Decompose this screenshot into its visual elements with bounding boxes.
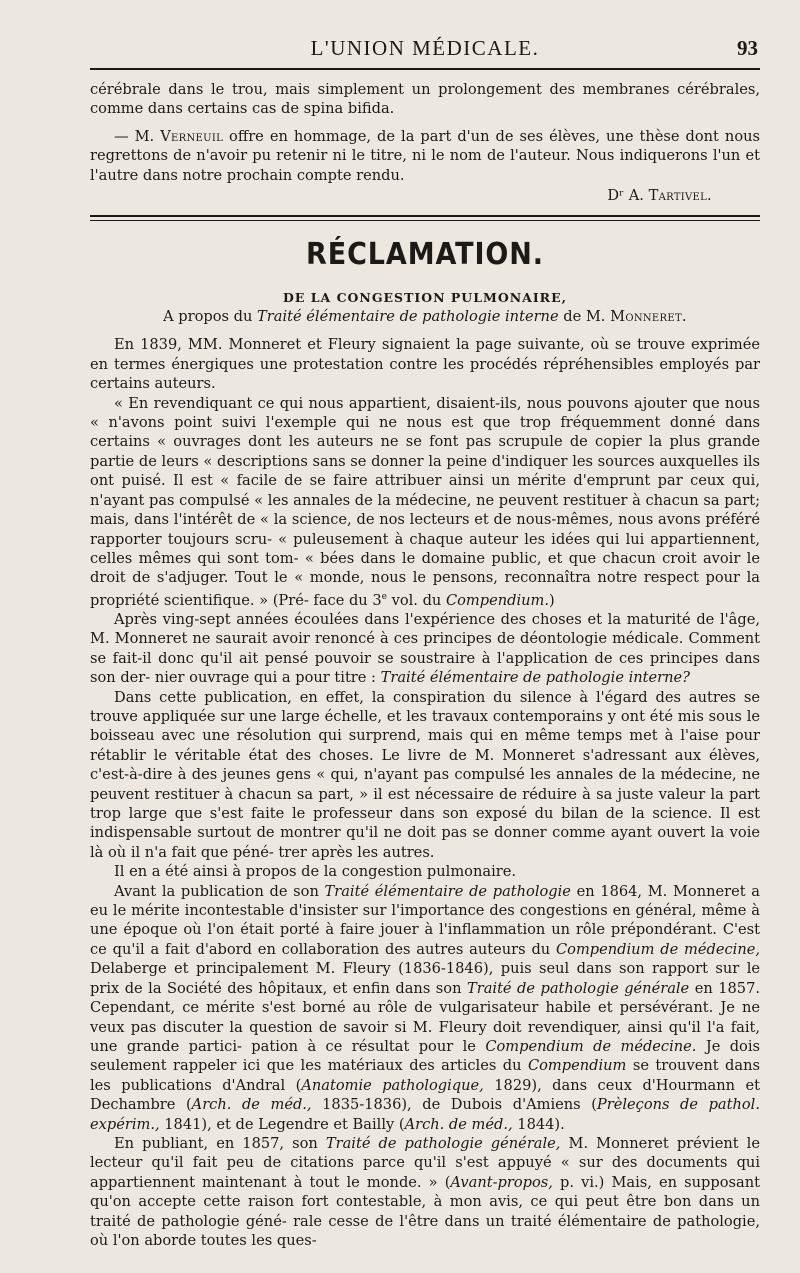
- verneuil-text: offre en hommage, de la part d'un de ses élèves, une thèse dont nous regrettons de n'avoir pu retenir ni le titre, ni le nom de l'auteur. Nous indiquerons l'un et l'autre dans notre prochain compte rendu.: [90, 127, 760, 184]
- apropos-mid: de M.: [558, 308, 611, 326]
- paragraph-quote: [90, 394, 760, 610]
- dash-prefix: — M.: [114, 127, 161, 145]
- paragraph-1857: [90, 1134, 760, 1250]
- p6-j: 1844).: [512, 1115, 565, 1133]
- p6-f: se trouvent dans les publications d'Andral (: [90, 1057, 760, 1094]
- p6-i: 1841), et de Legendre et Bailly (: [159, 1115, 405, 1133]
- p6-a: Avant la publication de son: [114, 882, 325, 900]
- p6-t9: Arch. de méd.,: [404, 1115, 513, 1133]
- p6-g: 1829), dans ceux d'Hourmann et Dechambre (: [90, 1076, 760, 1114]
- p6-t2: Compendium de médecine,: [556, 940, 760, 958]
- p7-t2: Avant-propos,: [450, 1173, 553, 1191]
- running-header: [90, 34, 760, 64]
- apropos-author: Monneret.: [610, 308, 687, 326]
- p6-h: 1835-1836), de Dubois d'Amiens (: [311, 1096, 597, 1114]
- section-subheading: DE LA CONGESTION PULMONAIRE,: [283, 290, 567, 306]
- p6-t3: Traité de pathologie générale: [466, 979, 690, 997]
- paragraph-spina-bifida: cérébrale dans le trou, mais simplement un prolongement des membranes cérébrales, comme dans certains cas de spina bifida.: [90, 81, 760, 118]
- section-divider: [90, 215, 760, 221]
- p3-text: Après ving-sept années écoulées dans l'expérience des choses et la maturité de l'âge, M. Monneret ne saurait avoir renoncé à ces principes de déontologie médicale. Comment se fait-il donc qu'il ait pensé pouvoir se soustraire à l'application de ces principes dans son der- nier ouvrage qui a pour titre :: [90, 610, 760, 687]
- p6-t7: Arch. de méd.,: [191, 1096, 312, 1114]
- p7-t1: Traité de pathologie générale,: [325, 1134, 561, 1152]
- page-number: 93: [737, 36, 758, 60]
- p6-d: en 1857. Cependant, ce mérite s'est borné au rôle de vulgarisateur habile et persévérant. Je ne veux pas discuter la question de savoir si M. Fleury doit revendiquer, ainsi qu'il l'a fait, une grande partici- pation à ce résultat pour le: [90, 979, 760, 1055]
- header-rule: [90, 68, 760, 70]
- quote-title: Compendium.: [445, 591, 550, 609]
- body-text: [90, 335, 760, 1250]
- p6-c: Delaberge et principalement M. Fleury (1836-1846), puis seul dans son rapport sur le prix de la Société des hôpitaux, et enfin dans son: [90, 960, 760, 997]
- p7-b: M. Monneret prévient le lecteur qu'il fait peu de citations parce qu'il s'est appuyé « sur des documents qui appartiennent maintenant à tout le monde. » (: [90, 1134, 760, 1191]
- top-section: [90, 80, 760, 205]
- apropos-title: Traité élémentaire de pathologie interne: [257, 308, 559, 326]
- quote-superscript: e: [381, 591, 387, 602]
- quote-text: « En revendiquant ce qui nous appartient, disaient-ils, nous pouvons ajouter que nous « n'avons point suivi l'exemple qui ne nous est que trop fréquemment donné dans certains « ouvrages dont les auteurs ne se font pas scrupule de copier la plus grande partie de leurs « descriptions sans se donner la peine d'indiquer les sources auxquelles ils ont puisé. Il est « facile de se faire attribuer ainsi un mérite d'emprunt par ceux qui, n'ayant pas compulsé « les annales de la médecine, ne peuvent restituer à chacun sa part; mais, dans l'intérêt de « la science, de nos lecteurs et de nous-mêmes, nous avons préféré rapporter toujours scru- « puleusement à chaque auteur les idées qui lui appartiennent, celles mêmes qui sont tom- « bées dans le domaine public, et que chacun croit avoir le droit de s'adjuger. Tout le « monde, nous le pensons, reconnaîtra notre respect pour la propriété scientifique. » (Pré- face du 3: [90, 394, 760, 609]
- signature-prefix: Dʳ A.: [607, 187, 649, 205]
- paragraph-congestion: Il en a été ainsi à propos de la congestion pulmonaire.: [114, 863, 516, 881]
- quote-text-b: vol. du: [386, 591, 446, 609]
- p7-a: En publiant, en 1857, son: [114, 1134, 326, 1152]
- running-title: L'UNION MÉDICALE.: [310, 36, 540, 60]
- paragraph-vingt-sept: [90, 610, 760, 688]
- quote-text-c: ): [549, 591, 555, 609]
- section-heading: RÉCLAMATION.: [306, 237, 544, 273]
- author-verneuil: Verneuil: [160, 127, 224, 145]
- p3-title: Traité élémentaire de pathologie interne?: [380, 669, 690, 687]
- p7-c: p. vi.) Mais, en supposant qu'on accepte cette raison fort contestable, à mon avis, ce qui peut être bon dans un traité de pathologie géné- rale cesse de l'être dans un traité élémentaire de pathologie, où l'on aborde toutes les ques-: [90, 1173, 760, 1249]
- p6-t8: Prèleçons de pathol. expérim.,: [90, 1096, 760, 1133]
- p6-t1: Traité élémentaire de pathologie: [324, 882, 571, 900]
- apropos-pre: A propos du: [163, 308, 258, 326]
- p6-t5: Compendium: [527, 1057, 627, 1075]
- apropos-line: [90, 308, 760, 325]
- p6-t4: Compendium de médecine.: [485, 1037, 697, 1055]
- signature-name: Tartivel.: [648, 187, 712, 205]
- paragraph-conspiration: Dans cette publication, en effet, la conspiration du silence à l'égard des autres se trouve appliquée sur une large échelle, et les travaux contemporains y ont été mis sous le boisseau avec une résolution qui surprend, mais qui en même temps met à l'aise pour rétablir le véritable état des choses. Le livre de M. Monneret s'adressant aux élèves, c'est-à-dire à des jeunes gens « qui, n'ayant pas compulsé les annales de la médecine, ne peuvent restituer à chacun sa part, » il est nécessaire de réduire à sa juste valeur la part trop large que s'est faite le professeur dans son exposé du bilan de la science. Il est indispensable surtout de montrer qu'il ne doit pas se donner comme ayant ouvert la voie là où il n'a fait que péné- trer après les autres.: [90, 688, 760, 861]
- paragraph-verneuil: [90, 127, 760, 185]
- signature: [90, 186, 760, 205]
- paragraph-1839: En 1839, MM. Monneret et Fleury signaient la page suivante, où se trouve exprimée en termes énergiques une protestation contre les procédés répréhensibles employés par certains auteurs.: [90, 336, 760, 393]
- p6-t6: Anatomie pathologique,: [301, 1076, 484, 1094]
- paragraph-avant: [90, 882, 760, 1134]
- p6-b: en 1864, M. Monneret a eu le mérite incontestable d'insister sur l'importance des congestions en général, même à une époque où l'on était porté à faire jouer à l'inflammation un rôle prépondérant. C'est ce qu'il a fait d'abord en collaboration des autres auteurs du: [90, 882, 760, 958]
- p6-e: Je dois seulement rappeler ici que les matériaux des articles du: [90, 1037, 760, 1075]
